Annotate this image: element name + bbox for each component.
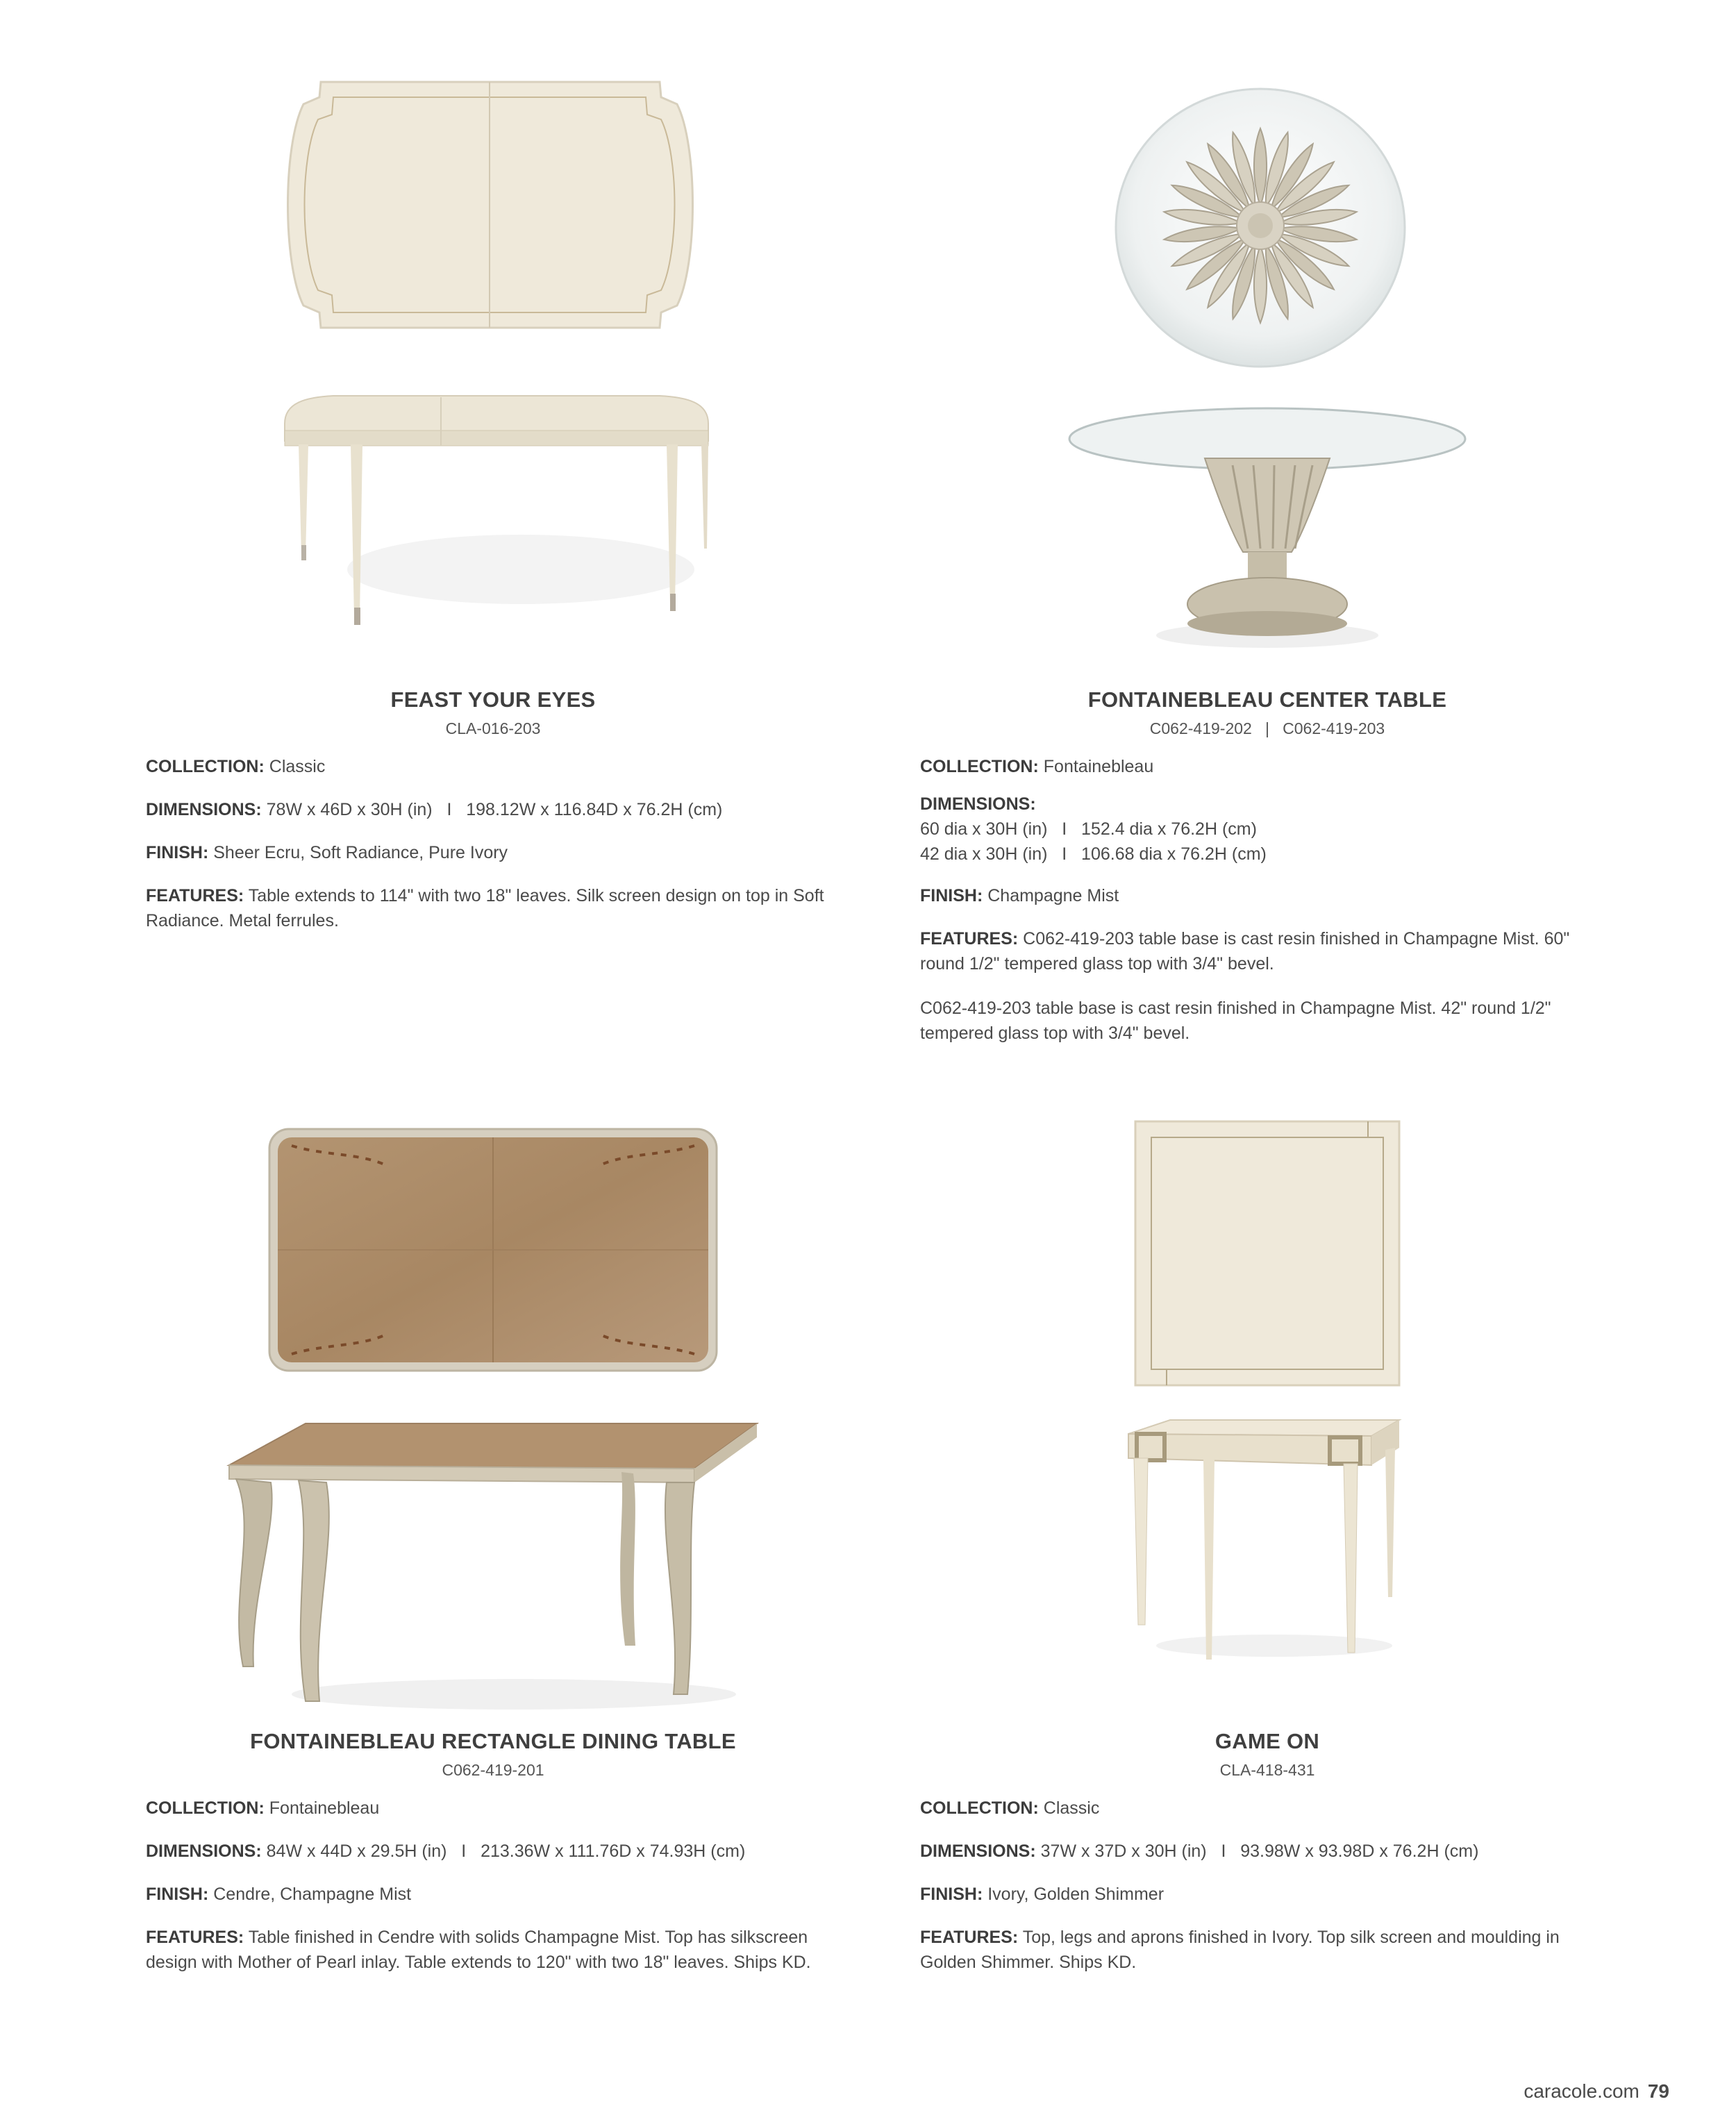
spec-features — [920, 926, 1608, 976]
spec-value: Fontainebleau — [269, 1798, 380, 1818]
spec-value: Sheer Ecru, Soft Radiance, Pure Ivory — [213, 843, 508, 862]
spec-label: DIMENSIONS: — [146, 1841, 262, 1861]
page-number: 79 — [1647, 2080, 1669, 2102]
spec-label: FEATURES: — [920, 1928, 1019, 1947]
product-title: FEAST YOUR EYES — [390, 687, 596, 712]
footer-site-link[interactable]: caracole.com — [1524, 2080, 1639, 2102]
spec-features — [920, 1925, 1608, 1975]
spec-value: Classic — [1043, 1798, 1100, 1818]
spec-collection — [146, 754, 833, 779]
spec-dimensions — [146, 1839, 833, 1864]
spec-finish — [920, 1882, 1608, 1907]
product-sku: C062-419-201 — [442, 1761, 544, 1779]
spec-finish — [146, 1882, 833, 1907]
product-game-on — [920, 1111, 1614, 2014]
product-title: FONTAINEBLEAU CENTER TABLE — [1087, 687, 1447, 712]
spec-value: Top, legs and aprons finished in Ivory. Top silk screen and moulding in Golden Shimmer. Ships KD. — [920, 1928, 1560, 1972]
spec-label: FEATURES: — [146, 886, 244, 905]
spec-dimensions — [146, 797, 833, 822]
spec-features — [146, 883, 833, 933]
spec-label: FINISH: — [920, 1885, 983, 1904]
product-sku: C062-419-202 | C062-419-203 — [1149, 719, 1385, 737]
spec-value: Cendre, Champagne Mist — [213, 1885, 412, 1904]
spec-value: Classic — [269, 757, 326, 776]
spec-features-extra: C062-419-203 table base is cast resin finished in Champagne Mist. 42" round 1/2" tempered glass top with 3/4" bevel. — [920, 999, 1551, 1043]
product-sku: CLA-016-203 — [445, 719, 541, 737]
spec-collection — [920, 754, 1608, 779]
spec-finish — [146, 840, 833, 865]
spec-label: DIMENSIONS: — [920, 1841, 1036, 1861]
spec-label: DIMENSIONS: — [920, 794, 1036, 814]
spec-label: COLLECTION: — [920, 757, 1039, 776]
product-image-feast-top — [278, 76, 694, 333]
product-image-feast-table — [257, 389, 729, 639]
spec-label: FINISH: — [146, 843, 209, 862]
spec-dimensions — [920, 792, 1608, 867]
spec-label: COLLECTION: — [146, 757, 265, 776]
spec-collection — [920, 1796, 1608, 1821]
spec-label: DIMENSIONS: — [146, 800, 262, 819]
product-feast-your-eyes — [146, 0, 840, 1042]
spec-value: Fontainebleau — [1043, 757, 1154, 776]
spec-value: 84W x 44D x 29.5H (in) I 213.36W x 111.76D x 74.93H (cm) — [266, 1841, 746, 1861]
spec-value: Table extends to 114" with two 18" leaves. Silk screen design on top in Soft Radiance. Metal ferrules. — [146, 886, 824, 930]
product-image-center-top — [1104, 83, 1417, 375]
spec-value: C062-419-203 table base is cast resin finished in Champagne Mist. 60" round 1/2" tempered glass top with 3/4" bevel. — [920, 929, 1570, 974]
spec-label: FINISH: — [920, 886, 983, 905]
product-title: FONTAINEBLEAU RECTANGLE DINING TABLE — [250, 1729, 736, 1753]
spec-collection — [146, 1796, 833, 1821]
product-image-center-table — [1066, 403, 1469, 653]
spec-label: FEATURES: — [920, 929, 1019, 949]
product-fontainebleau-center-table — [920, 0, 1614, 1083]
spec-dimensions — [920, 1839, 1608, 1864]
spec-value-line1: 60 dia x 30H (in) I 152.4 dia x 76.2H (cm) — [920, 819, 1257, 839]
product-image-rectangle-top — [264, 1125, 722, 1375]
product-image-game-top — [1132, 1118, 1403, 1389]
spec-value-line2: 42 dia x 30H (in) I 106.68 dia x 76.2H (cm) — [920, 844, 1267, 864]
spec-value: Table finished in Cendre with solids Champagne Mist. Top has silkscreen design with Mother of Pearl inlay. Table extends to 120" with two 18" leaves. Ships KD. — [146, 1928, 811, 1972]
spec-label: FINISH: — [146, 1885, 209, 1904]
spec-label: FEATURES: — [146, 1928, 244, 1947]
product-title: GAME ON — [1215, 1729, 1320, 1753]
product-image-rectangle-table — [215, 1417, 771, 1715]
spec-features — [146, 1925, 833, 1975]
product-image-game-table — [1121, 1417, 1413, 1666]
spec-value: Champagne Mist — [987, 886, 1119, 905]
spec-label: COLLECTION: — [920, 1798, 1039, 1818]
spec-value: Ivory, Golden Shimmer — [987, 1885, 1165, 1904]
spec-value: 78W x 46D x 30H (in) I 198.12W x 116.84D x 76.2H (cm) — [266, 800, 723, 819]
spec-value: 37W x 37D x 30H (in) I 93.98W x 93.98D x 76.2H (cm) — [1040, 1841, 1479, 1861]
product-sku: CLA-418-431 — [1219, 1761, 1315, 1779]
spec-label: COLLECTION: — [146, 1798, 265, 1818]
spec-finish — [920, 883, 1608, 908]
product-fontainebleau-rectangle-table — [146, 1111, 840, 2014]
page-footer — [1524, 2080, 1669, 2103]
